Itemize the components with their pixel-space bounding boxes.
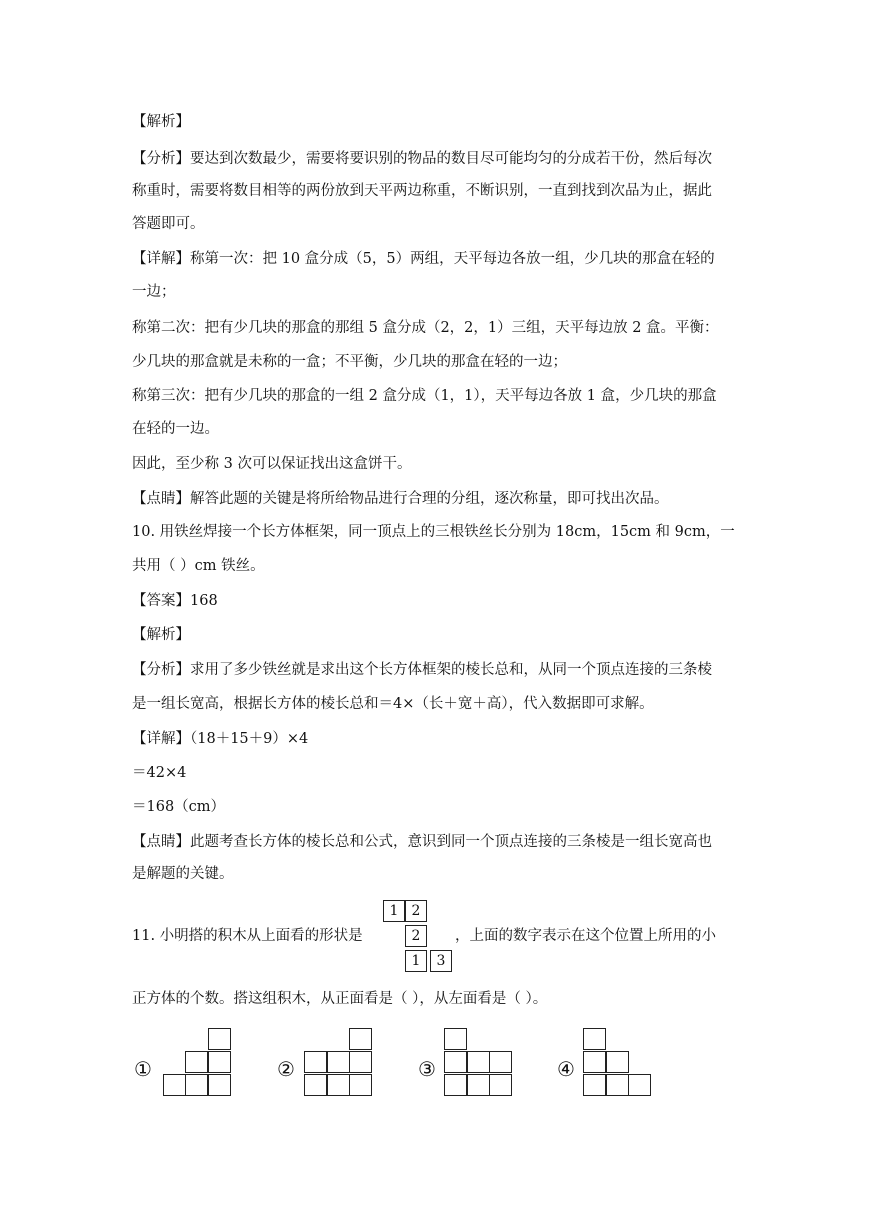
cube-square [185, 1051, 208, 1073]
grid-cell: 2 [405, 900, 427, 922]
grid-cell: 2 [405, 925, 427, 947]
text-line: 正方体的个数。搭这组积木，从正面看是（ ），从左面看是（ ）。 [132, 991, 548, 1007]
cube-square [349, 1074, 372, 1096]
option-number: ② [277, 1057, 295, 1081]
text-line: 答题即可。 [132, 216, 205, 232]
cube-square [349, 1028, 372, 1050]
cube-square [304, 1074, 327, 1096]
cube-square [304, 1051, 327, 1073]
grid-cell: 1 [383, 900, 405, 922]
text-line: 【点睛】此题考查长方体的棱长总和公式，意识到同一个顶点连接的三条棱是一组长宽高也 [132, 834, 712, 850]
text-line: 称第三次：把有少几块的那盒的一组 2 盒分成（1，1），天平每边各放 1 盒，少几块的那盒 [132, 388, 717, 404]
text-line: 一边； [132, 284, 176, 300]
cube-square [208, 1074, 231, 1096]
cube-square [467, 1051, 490, 1073]
cube-square [444, 1074, 467, 1096]
cube-square [163, 1074, 186, 1096]
cube-square [583, 1028, 606, 1050]
cube-square [583, 1074, 606, 1096]
cube-square [628, 1074, 651, 1096]
text-line: ＝42×4 [132, 765, 187, 781]
text-line: 称第二次：把有少几块的那盒的那组 5 盒分成（2，2，1）三组，天平每边放 2 盒。平衡： [132, 320, 719, 336]
text-line: 【详解】称第一次：把 10 盒分成（5，5）两组，天平每边各放一组，少几块的那盒在轻的 [132, 251, 715, 267]
text-line: ＝168（cm） [132, 799, 226, 815]
cube-square [208, 1051, 231, 1073]
text-line: 【点睛】解答此题的关键是将所给物品进行合理的分组，逐次称量，即可找出次品。 [132, 491, 669, 507]
text-line: 是解题的关键。 [132, 866, 234, 882]
cube-square [327, 1074, 350, 1096]
text-line: 在轻的一边。 [132, 421, 219, 437]
cube-square [444, 1051, 467, 1073]
cube-square [606, 1051, 629, 1073]
option-number: ③ [418, 1057, 436, 1081]
cube-square [467, 1074, 490, 1096]
text-line: 【分析】求用了多少铁丝就是求出这个长方体框架的棱长总和，从同一个顶点连接的三条棱 [132, 662, 712, 678]
text-line: 【详解】（18＋15＋9）×4 [132, 731, 309, 747]
text-line: 共用（ ）cm 铁丝。 [132, 558, 265, 574]
grid-cell: 1 [405, 950, 427, 972]
cube-square [444, 1028, 467, 1050]
grid-cell: 3 [430, 950, 452, 972]
cube-square [349, 1051, 372, 1073]
analysis-heading: 【解析】 [132, 627, 190, 643]
text-line: 是一组长宽高，根据长方体的棱长总和＝4×（长＋宽＋高），代入数据即可求解。 [132, 696, 654, 712]
option-number: ④ [557, 1057, 575, 1081]
question-11-continued: ，上面的数字表示在这个位置上所用的小 [455, 928, 716, 944]
text-line: 因此，至少称 3 次可以保证找出这盒饼干。 [132, 456, 412, 472]
cube-square [489, 1074, 512, 1096]
cube-square [583, 1051, 606, 1073]
text-line: 少几块的那盒就是未称的一盒；不平衡，少几块的那盒在轻的一边； [132, 354, 567, 370]
answer-line: 【答案】168 [132, 593, 218, 609]
cube-square [489, 1051, 512, 1073]
text-line: 【分析】要达到次数最少，需要将要识别的物品的数目尽可能均匀的分成若干份，然后每次 [132, 151, 712, 167]
cube-square [185, 1074, 208, 1096]
cube-square [327, 1051, 350, 1073]
text-line: 称重时，需要将数目相等的两份放到天平两边称重，不断识别，一直到找到次品为止，据此 [132, 183, 712, 199]
cube-square [606, 1074, 629, 1096]
question-10: 10. 用铁丝焊接一个长方体框架，同一顶点上的三根铁丝长分别为 18cm，15cm 和 9cm，一 [132, 524, 735, 540]
analysis-heading: 【解析】 [132, 114, 190, 130]
option-number: ① [134, 1057, 152, 1081]
cube-square [208, 1028, 231, 1050]
question-11-start: 11. 小明搭的积木从上面看的形状是 [132, 928, 363, 944]
